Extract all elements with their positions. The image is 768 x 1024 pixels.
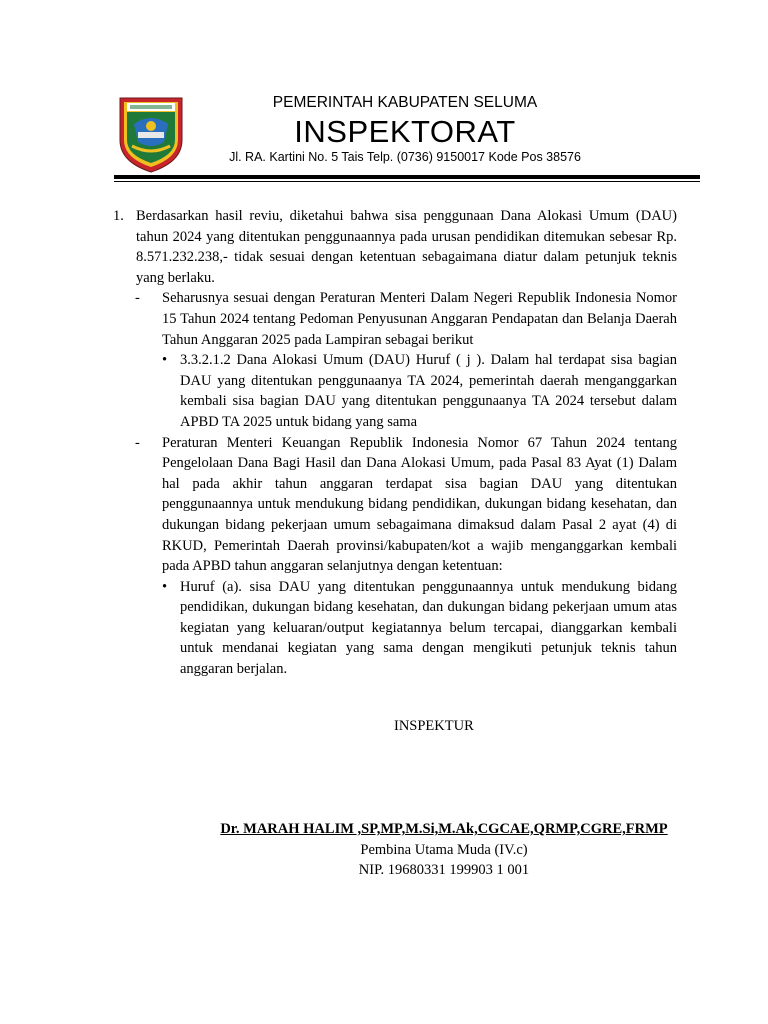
seluma-regency-emblem-icon [116, 94, 186, 174]
bullet-icon: • [162, 578, 168, 595]
office-address: Jl. RA. Kartini No. 5 Tais Telp. (0736) 9150017 Kode Pos 38576 [229, 150, 581, 164]
dash-item [0, 433, 768, 577]
dash-marker: - [135, 290, 140, 307]
dash-item [0, 288, 768, 350]
signatory-title: INSPEKTUR [394, 718, 474, 734]
government-name: PEMERINTAH KABUPATEN SELUMA [272, 94, 538, 111]
regulation-paragraph: Peraturan Menteri Keuangan Republik Indonesia Nomor 67 Tahun 2024 tentang Pengelolaan Dana Bagi Hasil dan Dana Alokasi Umum, pada Pasal 83 Ayat (1) Dalam hal pada akhir tahun anggaran terdapat sisa bagian DAU yang ditentukan penggunaannya untuk mendukung bidang pendidikan, dukungan bidang kesehatan, dan dukungan bidang pekerjaan umum sebagaimana dimaksud dalam Pasal 2 ayat (4) di RKUD, Pemerintah Daerah provinsi/kabupaten/kot a wajib menganggarkan kembali pada APBD tahun anggaran selanjutnya dengan ketentuan: [162, 434, 677, 575]
header-rule-thick [114, 175, 700, 179]
header-rule-thin [114, 181, 700, 182]
bullet-paragraph: 3.3.2.1.2 Dana Alokasi Umum (DAU) Huruf ( j ). Dalam hal terdapat sisa bagian DAU yang ditentukan penggunaanya TA 2024, pemerintah daerah menganggarkan kembali sisa bagian DAU yang ditentukan penggunaanya TA 2024 tersebut dalam APBD TA 2025 untuk bidang yang sama [180, 352, 677, 430]
bullet-item [0, 350, 768, 432]
bullet-paragraph: Huruf (a). sisa DAU yang ditentukan penggunaannya untuk mendukung bidang pendidikan, dukungan bidang kesehatan, dan dukungan bidang pekerjaan umum atas kegiatan yang keluaran/output kegiatannya belum tercapai, dianggarkan kembali untuk mendanai kegiatan yang sama dengan mengikuti petunjuk teknis tahun anggaran berjalan. [180, 578, 677, 678]
office-name: INSPEKTORAT [294, 114, 516, 149]
regulation-paragraph: Seharusnya sesuai dengan Peraturan Menteri Dalam Negeri Republik Indonesia Nomor 15 Tahun 2024 tentang Pedoman Penyusunan Anggaran Pendapatan dan Belanja Daerah Tahun Anggaran 2025 pada Lampiran sebagai berikut [162, 290, 677, 348]
bullet-icon: • [162, 352, 168, 369]
letter-body [0, 206, 768, 680]
dash-marker: - [135, 434, 140, 451]
bullet-item [0, 577, 768, 680]
signatory-nip: NIP. 19680331 199903 1 001 [358, 862, 530, 878]
signatory-rank: Pembina Utama Muda (IV.c) [360, 842, 528, 858]
signatory-name: Dr. MARAH HALIM ,SP,MP,M.Si,M.Ak,CGCAE,QRMP,CGRE,FRMP [220, 821, 668, 837]
list-number: 1. [113, 208, 124, 224]
numbered-item [0, 206, 768, 288]
finding-paragraph: Berdasarkan hasil reviu, diketahui bahwa sisa penggunaan Dana Alokasi Umum (DAU) tahun 2024 yang ditentukan penggunaannya pada urusan pendidikan ditemukan sebesar Rp. 8.571.232.238,- tidak sesuai dengan ketentuan sebagaimana diatur dalam petunjuk teknis yang berlaku. [136, 208, 677, 286]
